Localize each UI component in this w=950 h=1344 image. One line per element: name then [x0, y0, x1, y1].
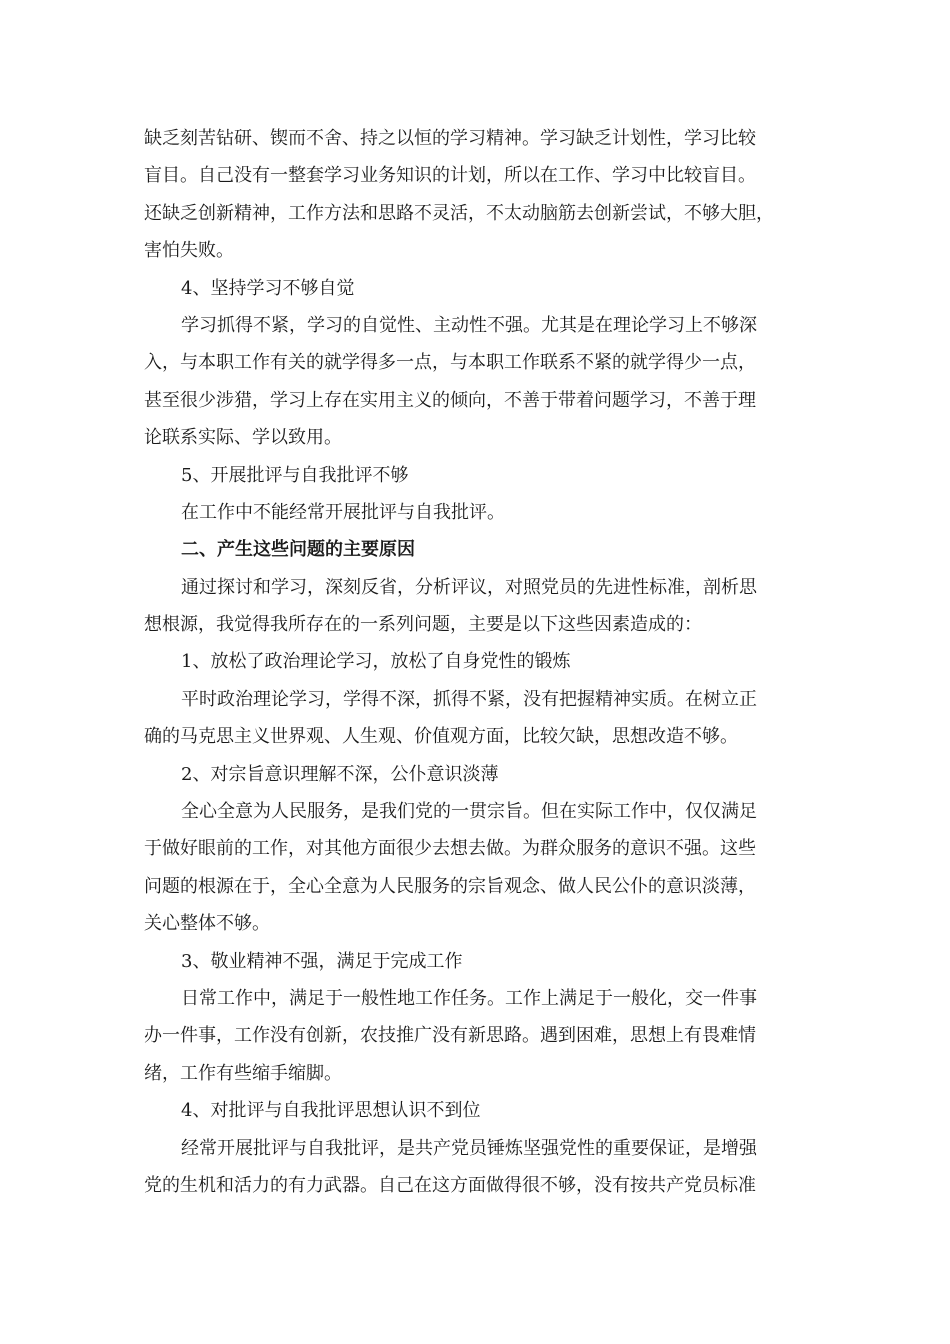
text-line: 问题的根源在于，全心全意为人民服务的宗旨观念、做人民公仆的意识淡薄，	[144, 875, 756, 897]
text-line: 论联系实际、学以致用。	[144, 427, 342, 449]
text-line: 全心全意为人民服务，是我们党的一贯宗旨。但在实际工作中，仅仅满足	[181, 801, 757, 823]
text-line: 关心整体不够。	[144, 913, 270, 935]
section-heading: 二、产生这些问题的主要原因	[181, 539, 415, 561]
text-line: 办一件事，工作没有创新，农技推广没有新思路。遇到困难，思想上有畏难情	[144, 1025, 756, 1047]
section-subheading: 4、对批评与自我批评思想认识不到位	[181, 1100, 481, 1122]
text-line: 想根源，我觉得我所存在的一系列问题，主要是以下这些因素造成的：	[144, 614, 702, 636]
text-line: 通过探讨和学习，深刻反省，分析评议，对照党员的先进性标准，剖析思	[181, 576, 757, 598]
text-line: 党的生机和活力的有力武器。自己在这方面做得很不够，没有按共产党员标准	[144, 1174, 756, 1196]
section-subheading: 4、坚持学习不够自觉	[181, 277, 355, 299]
text-line: 入，与本职工作有关的就学得多一点，与本职工作联系不紧的就学得少一点，	[144, 352, 756, 374]
text-line: 在工作中不能经常开展批评与自我批评。	[181, 501, 505, 523]
text-line: 经常开展批评与自我批评，是共产党员锤炼坚强党性的重要保证，是增强	[181, 1137, 757, 1159]
text-line: 还缺乏创新精神，工作方法和思路不灵活，不太动脑筋去创新尝试，不够大胆，	[144, 202, 774, 224]
text-line: 平时政治理论学习，学得不深，抓得不紧，没有把握精神实质。在树立正	[181, 688, 757, 710]
text-line: 绪，工作有些缩手缩脚。	[144, 1062, 342, 1084]
text-line: 日常工作中，满足于一般性地工作任务。工作上满足于一般化，交一件事	[181, 987, 757, 1009]
document-page	[144, 120, 806, 1204]
section-subheading: 5、开展批评与自我批评不够	[181, 464, 409, 486]
text-line: 盲目。自己没有一整套学习业务知识的计划，所以在工作、学习中比较盲目。	[144, 165, 756, 187]
text-line: 甚至很少涉猎，学习上存在实用主义的倾向，不善于带着问题学习，不善于理	[144, 389, 756, 411]
text-line: 学习抓得不紧，学习的自觉性、主动性不强。尤其是在理论学习上不够深	[181, 314, 757, 336]
section-subheading: 1、放松了政治理论学习，放松了自身党性的锻炼	[181, 651, 571, 673]
section-subheading: 3、敬业精神不强，满足于完成工作	[181, 950, 463, 972]
section-subheading: 2、对宗旨意识理解不深，公仆意识淡薄	[181, 763, 499, 785]
text-line: 缺乏刻苦钻研、锲而不舍、持之以恒的学习精神。学习缺乏计划性，学习比较	[144, 128, 756, 149]
text-line: 于做好眼前的工作，对其他方面很少去想去做。为群众服务的意识不强。这些	[144, 838, 756, 860]
text-line: 害怕失败。	[144, 240, 234, 262]
text-line: 确的马克思主义世界观、人生观、价值观方面，比较欠缺，思想改造不够。	[144, 726, 738, 748]
